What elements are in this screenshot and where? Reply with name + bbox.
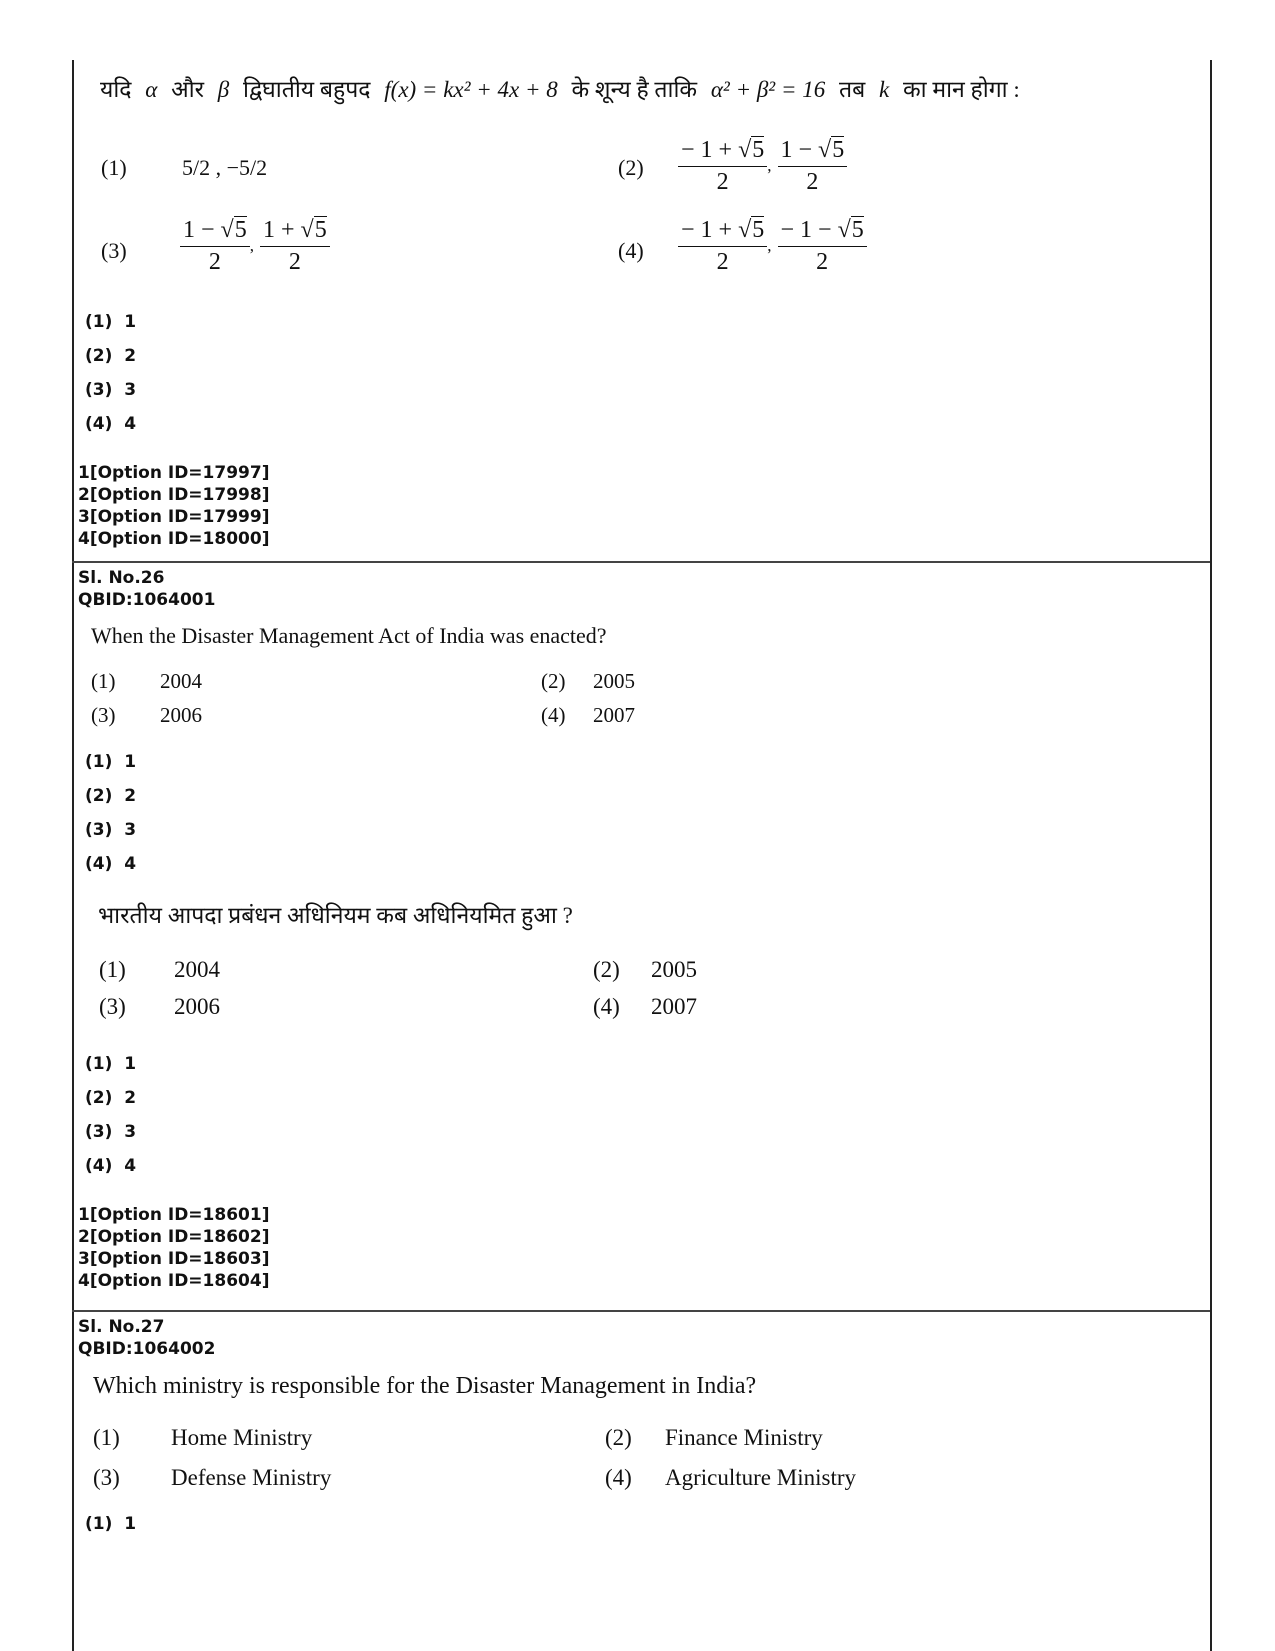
option-value: Agriculture Ministry	[665, 1465, 856, 1490]
option-id: 2[Option ID=17998]	[78, 485, 270, 505]
question-text-en: Which ministry is responsible for the Disaster Management in India?	[93, 1373, 757, 1399]
option-id: 3[Option ID=18603]	[78, 1249, 270, 1269]
option-number: (2)	[618, 155, 644, 180]
option-id: 4[Option ID=18000]	[78, 529, 270, 549]
option-number: (1)	[101, 155, 127, 180]
option-id: 3[Option ID=17999]	[78, 507, 270, 527]
option-number: (2)	[605, 1425, 632, 1450]
qbid: QBID:1064001	[78, 590, 216, 610]
option-id: 1[Option ID=17997]	[78, 463, 270, 483]
option-value: Home Ministry	[171, 1425, 313, 1450]
option-value: 5/2 , −5/2	[182, 155, 268, 180]
option-value: 2004	[160, 669, 202, 693]
page-frame	[72, 60, 1212, 1651]
answer-choice[interactable]: (3) 3	[85, 820, 137, 840]
q-math: α² + β² = 16	[710, 77, 826, 102]
fraction: $\frac{- 1 + √5}{2}$	[678, 214, 767, 277]
option-id-list	[78, 462, 269, 550]
answer-choice[interactable]: (1) 1	[85, 1054, 137, 1074]
answer-choice[interactable]: (1) 1	[85, 1514, 137, 1534]
answer-choice[interactable]: (3) 3	[85, 1122, 137, 1142]
answer-choice[interactable]: (4) 4	[85, 1156, 137, 1176]
q-text: तब	[838, 77, 866, 102]
fraction: $\frac{1 - √5}{2}$	[180, 214, 250, 277]
option-value: 2006	[174, 994, 220, 1019]
option-value: 2007	[593, 703, 635, 727]
option-value: Defense Ministry	[171, 1465, 332, 1490]
answer-choice[interactable]: (2) 2	[85, 1088, 137, 1108]
question-text-en: When the Disaster Management Act of India was enacted?	[91, 623, 607, 648]
option-number: (4)	[593, 994, 620, 1019]
option-number: (3)	[91, 703, 116, 727]
option-number: (1)	[99, 957, 126, 982]
q-math: β	[217, 77, 230, 102]
option-number: (3)	[93, 1465, 120, 1490]
option-value: 2006	[160, 703, 202, 727]
option-value: 2004	[174, 957, 220, 982]
answer-choice[interactable]: (3) 3	[85, 380, 137, 400]
qbid: QBID:1064002	[78, 1339, 216, 1359]
option-number: (3)	[99, 994, 126, 1019]
option-number: (2)	[541, 669, 566, 693]
fraction: $\frac{- 1 - √5}{2}$	[778, 214, 867, 277]
answer-choice[interactable]: (1) 1	[85, 752, 137, 772]
q-math: k	[878, 77, 890, 102]
q-text: का मान होगा :	[902, 77, 1020, 102]
option-number: (4)	[618, 238, 644, 263]
answer-choice[interactable]: (2) 2	[85, 786, 137, 806]
option-number: (3)	[101, 238, 127, 263]
option-id-list	[78, 1204, 269, 1292]
q-text: के शून्य है ताकि	[571, 77, 698, 102]
answer-choice[interactable]: (2) 2	[85, 346, 137, 366]
serial-number: Sl. No.26	[78, 568, 165, 588]
answer-choice[interactable]: (1) 1	[85, 312, 137, 332]
option-number: (1)	[91, 669, 116, 693]
question-divider	[72, 561, 1210, 563]
option-value: 2005	[651, 957, 697, 982]
option-number: (4)	[605, 1465, 632, 1490]
fraction: $\frac{1 + √5}{2}$	[260, 214, 330, 277]
serial-number: Sl. No.27	[78, 1317, 165, 1337]
q-text: यदि	[100, 77, 132, 102]
option-value: $\frac{1 - √5}{2}$ , $\frac{1 + √5}{2}$	[180, 214, 330, 277]
answer-choice[interactable]: (4) 4	[85, 414, 137, 434]
question-divider	[72, 1310, 1210, 1312]
option-id: 2[Option ID=18602]	[78, 1227, 270, 1247]
option-value: 2007	[651, 994, 697, 1019]
q-text: द्विघातीय बहुपद	[243, 77, 371, 102]
q-math: α	[145, 77, 158, 102]
option-value: 2005	[593, 669, 635, 693]
q25-hindi-question	[100, 72, 1020, 104]
fraction: $\frac{- 1 + √5}{2}$	[678, 134, 767, 197]
option-value: $\frac{- 1 + √5}{2}$ , $\frac{1 - √5}{2}$	[678, 134, 847, 197]
option-id: 4[Option ID=18604]	[78, 1271, 270, 1291]
option-number: (2)	[593, 957, 620, 982]
question-header	[78, 567, 215, 611]
question-text-hi: भारतीय आपदा प्रबंधन अधिनियम कब अधिनियमित हुआ ?	[98, 903, 573, 928]
option-number: (4)	[541, 703, 566, 727]
option-number: (1)	[93, 1425, 120, 1450]
option-value: $\frac{- 1 + √5}{2}$ , $\frac{- 1 - √5}{2}$	[678, 214, 867, 277]
fraction: $\frac{1 - √5}{2}$	[778, 134, 848, 197]
option-id: 1[Option ID=18601]	[78, 1205, 270, 1225]
q-math: f(x) = kx² + 4x + 8	[384, 77, 558, 102]
answer-choice[interactable]: (4) 4	[85, 854, 137, 874]
q-text: और	[171, 77, 205, 102]
question-header	[78, 1316, 215, 1360]
option-value: Finance Ministry	[665, 1425, 823, 1450]
